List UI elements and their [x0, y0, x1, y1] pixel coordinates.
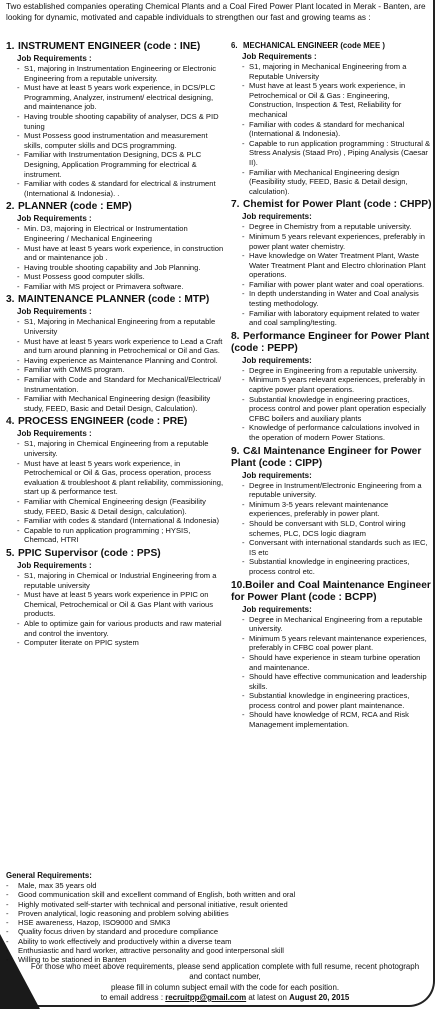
- job-title-text: MECHANICAL ENGINEER (code MEE ): [243, 41, 385, 50]
- job-title: [231, 580, 432, 604]
- job-requirements-heading: Job Requirements :: [242, 52, 317, 61]
- job-requirements-heading: Job Requirements :: [17, 429, 92, 439]
- requirement-item: - Degree in Engineering from a reputable university.: [242, 366, 432, 376]
- requirement-item: - Familiar with CMMS program.: [17, 365, 224, 375]
- job-section: [231, 41, 432, 196]
- general-requirement-item: - Enthusiastic and hard worker, attractive personality and good interpersonal skill: [6, 946, 430, 955]
- requirement-item: - S1, majoring in Chemical or Industrial Engineering from a reputable university: [17, 571, 224, 590]
- job-title: [6, 201, 224, 213]
- job-title: [6, 548, 224, 560]
- job-number: 5.: [6, 547, 15, 559]
- requirement-item: - Familiar with Mechanical Engineering design (feasibility study, FEED, Basic and Detail Design, Calculation).: [17, 394, 224, 413]
- job-number: 8.: [231, 330, 240, 342]
- job-number: 3.: [6, 294, 15, 306]
- requirement-item: - Able to optimize gain for various products and raw material and control the inventory.: [17, 619, 224, 638]
- job-requirements-list: [242, 481, 432, 577]
- requirement-item: - Min. D3, majoring in Electrical or Instrumentation Engineering / Mechanical Engineering: [17, 224, 224, 243]
- job-requirements-list: [17, 64, 224, 198]
- job-title-text: PPIC Supervisor (code : PPS): [18, 547, 161, 559]
- requirement-item: - Degree in Chemistry from a reputable university.: [242, 222, 432, 232]
- general-requirements-title: General Requirements:: [6, 871, 92, 880]
- job-requirements-heading: Job requirements:: [242, 470, 312, 480]
- requirement-item: - Must have at least 5 years work experience, in construction and or maintenance job .: [17, 244, 224, 263]
- job-title: [231, 446, 432, 470]
- requirement-item: - Familiar with Code and Standard for Mechanical/Electrical/ Instrumentation.: [17, 375, 224, 394]
- job-requirements-heading: Job Requirements :: [17, 214, 92, 224]
- requirement-item: - Minimum 5 years relevant experiences, preferably in captive power plant operations.: [242, 375, 432, 394]
- requirement-item: - Familiar with laboratory equipment related to water and coal sampling/testing.: [242, 309, 432, 328]
- requirement-item: - In depth understanding in Water and Coal analysis testing methodology.: [242, 289, 432, 308]
- job-requirements-heading: Job Requirements :: [17, 307, 92, 317]
- job-requirements-list: [17, 439, 224, 545]
- job-requirements-heading: Job Requirements :: [17, 54, 92, 63]
- requirement-item: - Substantial knowledge in engineering practices, process control etc.: [242, 557, 432, 576]
- job-number: 7.: [231, 199, 240, 211]
- job-requirements-list: [242, 366, 432, 443]
- job-number: 2.: [6, 201, 15, 213]
- general-requirement-item: - Highly motivated self-starter with technical and personal initiative, result oriented: [6, 900, 430, 909]
- requirement-item: - Having experience as Maintenance Planning and Control.: [17, 356, 224, 366]
- email-prefix: to email address :: [100, 992, 164, 1002]
- requirement-item: - Should have experience in steam turbine operation and maintenance.: [242, 653, 432, 672]
- general-requirement-item: - Willing to be stationed in Banten: [6, 955, 430, 964]
- requirement-item: - Must have at least 5 years work experience in PPIC on Chemical, Petrochemical or Oil & Gas Plant with various products.: [17, 590, 224, 619]
- requirement-item: - Familiar with MS project or Primavera software.: [17, 282, 224, 292]
- requirement-item: - Degree in Mechanical Engineering from a reputable university.: [242, 615, 432, 634]
- job-requirements-heading: Job Requirements :: [17, 560, 92, 570]
- requirement-item: - Computer literate on PPIC system: [17, 638, 224, 648]
- job-requirements-heading: Job requirements:: [242, 604, 312, 614]
- job-title: [6, 416, 224, 428]
- requirement-item: - Familiar with codes & standard for electrical & instrument (International & Indonesia). .: [17, 179, 224, 198]
- requirement-item: - Substantial knowledge in engineering practices, process control and power plant maintenance.: [242, 691, 432, 710]
- left-column: [6, 41, 224, 651]
- requirement-item: - Should be conversant with SLD, Control wiring schemes, PLC, DCS logic diagram: [242, 519, 432, 538]
- requirement-item: - Capable to run application programming ; HYSIS, Chemcad, HTRI: [17, 526, 224, 545]
- requirement-item: - Knowledge of performance calculations involved in the operation of modern Power Stations.: [242, 423, 432, 442]
- job-title: [231, 331, 432, 355]
- job-section: [6, 41, 224, 198]
- job-title-text: PROCESS ENGINEER (code : PRE): [18, 416, 188, 428]
- job-number: 4.: [6, 416, 15, 428]
- job-title-text: Chemist for Power Plant (code : CHPP): [243, 199, 432, 211]
- requirement-item: - Familiar with codes & standard for mechanical (International & Indonesia).: [242, 120, 432, 139]
- requirement-item: - S1, majoring in Mechanical Engineering from a Reputable University: [242, 62, 432, 81]
- general-requirement-item: - Good communication skill and excellent command of English, both written and oral: [6, 890, 430, 899]
- requirement-item: - Must have at least 5 years work experience, in Petrochemical or Oil & Gas, process operation, process evaluation & troubleshoot & plant reliability, commissioning, start up & performance test.: [17, 459, 224, 497]
- requirement-item: - Conversant with international standards such as IEC, IS etc: [242, 538, 432, 557]
- job-section: [6, 416, 224, 545]
- job-requirements-heading: Job requirements:: [242, 212, 312, 222]
- job-number: 1.: [6, 41, 15, 52]
- job-requirements-list: [242, 222, 432, 328]
- requirement-item: - Minimum 5 years relevant maintenance experiences, preferably in CFBC coal power plant.: [242, 634, 432, 653]
- general-requirements-list: [6, 881, 430, 965]
- requirement-item: - Familiar with Chemical Engineering design (Feasibility study, FEED, Basic & Detail design, calculation).: [17, 497, 224, 516]
- intro-text: Two established companies operating Chemical Plants and a Coal Fired Power Plant located in Merak - Banten, are looking for dynamic, motivated and capable individuals to strengthen our fast and growing teams as :: [6, 2, 426, 22]
- general-requirement-item: - Quality focus driven by standard and procedure compliance: [6, 927, 430, 936]
- right-column: [231, 41, 432, 733]
- requirement-item: - Must have at least 5 years work experience to Lead a Craft and turn around planning in Petrochemical or Oil and Gas.: [17, 337, 224, 356]
- job-requirements-list: [17, 571, 224, 648]
- job-requirements-list: [17, 224, 224, 291]
- requirement-item: - Must Possess good computer skills.: [17, 272, 224, 282]
- application-instructions: [30, 962, 420, 1003]
- requirement-item: - Familiar with Mechanical Engineering design (Feasibility study, FEED, Basic & Detail design, calculation).: [242, 168, 432, 197]
- job-section: [6, 548, 224, 648]
- requirement-item: - Minimum 3-5 years relevant maintenance experiences, preferably in power plant.: [242, 500, 432, 519]
- job-number: 10.: [231, 579, 246, 591]
- job-title-text: PLANNER (code : EMP): [18, 201, 132, 213]
- job-requirements-list: [242, 615, 432, 730]
- email-link[interactable]: recruitpp@gmail.com: [165, 992, 247, 1002]
- requirement-item: - Having trouble shooting capability of analyser, DCS & PID tuning: [17, 112, 224, 131]
- requirement-item: - S1, Majoring in Mechanical Engineering from a reputable University: [17, 317, 224, 336]
- job-title-text: Performance Engineer for Power Plant (code : PEPP): [231, 330, 430, 354]
- requirement-item: - Familiar with codes & standard (International & Indonesia): [17, 516, 224, 526]
- deadline-prefix: at latest on: [248, 992, 287, 1002]
- job-number: 6.: [231, 41, 238, 50]
- job-title-text: INSTRUMENT ENGINEER (code : INE): [18, 41, 201, 52]
- requirement-item: - Have knowledge on Water Treatment Plant, Waste Water Treatment Plant and Electro chlorination Plant operations.: [242, 251, 432, 280]
- job-section: [231, 331, 432, 443]
- job-title: [231, 41, 432, 51]
- closing-line-2: please fill in column subject email with the code for each position.: [110, 982, 340, 992]
- job-title-text: Boiler and Coal Maintenance Engineer for Power Plant (code : BCPP): [231, 579, 431, 603]
- requirement-item: - Having trouble shooting capability and Job Planning.: [17, 263, 224, 273]
- requirement-item: - Minimum 5 years relevant experiences, preferably in power plant water chemistry.: [242, 232, 432, 251]
- job-title: [231, 199, 432, 211]
- requirement-item: - Should have knowledge of RCM, RCA and Risk Management implementation.: [242, 710, 432, 729]
- requirement-item: - S1, majoring in Chemical Engineering from a reputable university.: [17, 439, 224, 458]
- requirement-item: - Familiar with Instrumentation Designing, DCS & PLC Designing, Application Programming for electrical & instrument.: [17, 150, 224, 179]
- general-requirement-item: - Ability to work effectively and productively within a diverse team: [6, 937, 430, 946]
- deadline-date: August 20, 2015: [289, 992, 350, 1002]
- requirement-item: - Substantial knowledge in engineering practices, process control and power plant operation especially CFBC boilers and auxiliary plants: [242, 395, 432, 424]
- job-title: [6, 41, 224, 53]
- job-section: [6, 294, 224, 413]
- requirement-item: - Capable to run application programming : Structural & Stress Analysis (Staad Pro) , Piping Analysis (Caesar II).: [242, 139, 432, 168]
- requirement-item: - Must have at least 5 years work experience, in Petrochemical or Oil & Gas : Engineering, Construction, Inspection & Test, Reliability for mechanical: [242, 81, 432, 119]
- general-requirement-item: - Male, max 35 years old: [6, 881, 430, 890]
- requirement-item: - Degree in Instrument/Electronic Engineering from a reputable university.: [242, 481, 432, 500]
- requirement-item: - Should have effective communication and leadership skills.: [242, 672, 432, 691]
- job-title: [6, 294, 224, 306]
- closing-line-1: For those who meet above requirements, please send application complete with full resume, recent photograph and contact number,: [30, 962, 420, 982]
- general-requirements: [6, 871, 430, 965]
- general-requirement-item: - Proven analytical, logic reasoning and problem solving abilities: [6, 909, 430, 918]
- job-section: [231, 199, 432, 328]
- job-requirements-list: [242, 62, 432, 196]
- job-requirements-list: [17, 317, 224, 413]
- job-section: [231, 446, 432, 577]
- job-title-text: MAINTENANCE PLANNER (code : MTP): [18, 294, 210, 306]
- job-requirements-heading: Job requirements:: [242, 355, 312, 365]
- requirement-item: - Must have at least 5 years work experience, in DCS/PLC Programming, Analyzer, instrument/ electrical designing, and maintenance job.: [17, 83, 224, 112]
- requirement-item: - Familiar with power plant water and coal operations.: [242, 280, 432, 290]
- closing-line-3: [30, 993, 420, 1003]
- job-title-text: C&I Maintenance Engineer for Power Plant (code : CIPP): [231, 445, 422, 469]
- job-number: 9.: [231, 445, 240, 457]
- job-section: [231, 580, 432, 730]
- general-requirement-item: - HSE awareness, Hazop, ISO9000 and SMK3: [6, 918, 430, 927]
- job-section: [6, 201, 224, 291]
- requirement-item: - S1, majoring in Instrumentation Engineering or Electronic Engineering from a reputable university.: [17, 64, 224, 83]
- requirement-item: - Must Possess good instrumentation and measurement skills, computer skills and DCS programming.: [17, 131, 224, 150]
